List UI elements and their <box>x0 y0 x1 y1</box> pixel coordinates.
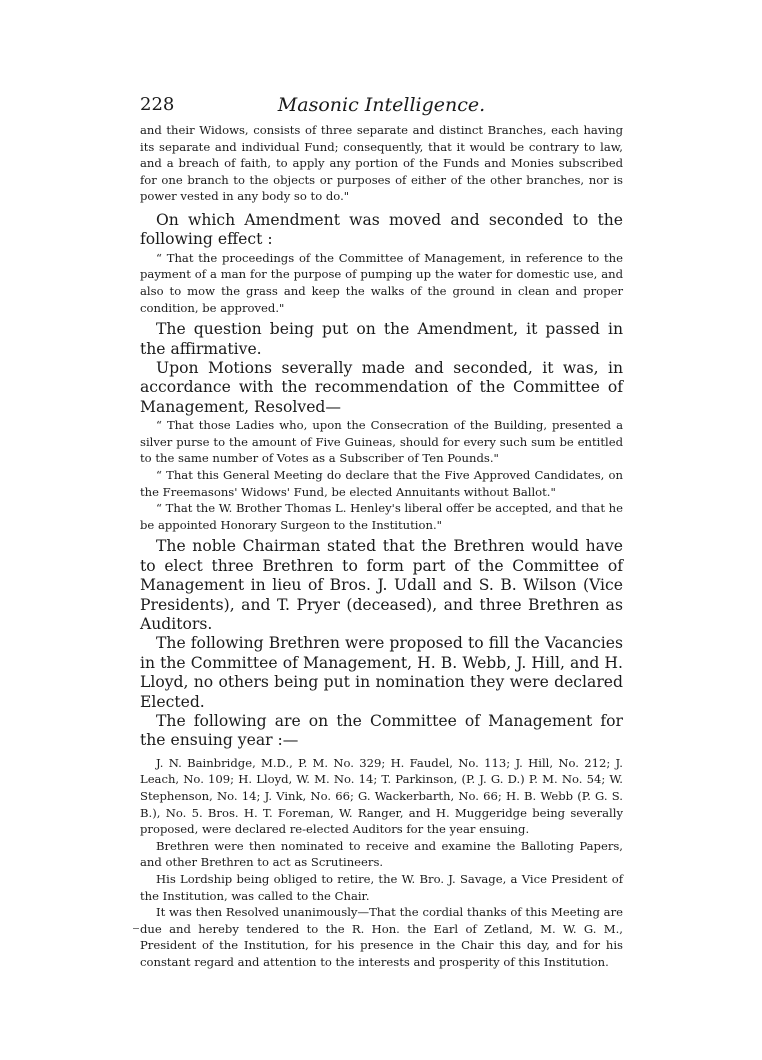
page-number: 228 <box>140 94 175 115</box>
paragraph-lordship-retire: His Lordship being obliged to retire, the W. Bro. J. Savage, a Vice President of the Institution, was called to the Chair. <box>140 871 623 903</box>
paragraph-committee-heading: The following are on the Committee of Management for the ensuing year :— <box>140 712 623 750</box>
paragraph-scrutineers: Brethren were then nominated to receive and examine the Balloting Papers, and other Brethren to act as Scrutineers. <box>140 838 623 870</box>
paragraph-chairman-stated: The noble Chairman stated that the Brethren would have to elect three Brethren to form part of the Committee of Management in lieu of Bros. J. Udall and S. B. Wilson (Vice Presidents), and T. Pryer (deceased), and three Brethren as Auditors. <box>140 537 623 633</box>
page <box>140 94 623 971</box>
paragraph-committee-list: J. N. Bainbridge, M.D., P. M. No. 329; H. Faudel, No. 113; J. Hill, No. 212; J. Leach, No. 109; H. Lloyd, W. M. No. 14; T. Parkinson, (P. J. G. D.) P. M. No. 54; W. Stephenson, No. 14; J. Vink, No. 66; G. Wackerbarth, No. 66; H. B. Webb (P. G. S. B.), No. 5. Bros. H. T. Foreman, W. Ranger, and H. Muggeridge being severally proposed, were declared re-elected Auditors for the year ensuing. <box>140 755 623 837</box>
paragraph-question-put: The question being put on the Amendment, it passed in the affirmative. <box>140 320 623 358</box>
paragraph-amendment-text: “ That the proceedings of the Committee of Management, in reference to the payment of a man for the purpose of pumping up the water for domestic use, and also to mow the grass and keep the walks of the ground in clean and proper condition, be approved." <box>140 250 623 315</box>
paragraph-amendment-moved: On which Amendment was moved and seconded to the following effect : <box>140 210 623 249</box>
paragraph-resolution-surgeon: “ That the W. Brother Thomas L. Henley's liberal offer be accepted, and that he be appointed Honorary Surgeon to the Institution." <box>140 501 623 532</box>
paragraph-widows-branches: and their Widows, consists of three separate and distinct Branches, each having its separate and individual Fund; consequently, that it would be contrary to law, and a breach of faith, to apply any portion of the Funds and Monies subscribed for one branch to the objects or purposes of either of the other branches, nor is power vested in any body so to do." <box>140 123 623 204</box>
paragraph-upon-motions: Upon Motions severally made and seconded, it was, in accordance with the recommendation of the Committee of Management, Resolved— <box>140 358 623 416</box>
running-title: Masonic Intelligence. <box>277 94 486 116</box>
paragraph-thanks-resolved: It was then Resolved unanimously—That the cordial thanks of this Meeting are due and hereby tendered to the R. Hon. the Earl of Zetland, M. W. G. M., President of the Institution, for his presence in the Chair this day, and for his constant regard and attention to the interests and prosperity of this Institution. <box>140 905 623 969</box>
margin-mark <box>133 928 139 929</box>
paragraph-resolution-ladies: “ That those Ladies who, upon the Consecration of the Building, presented a silver purse to the amount of Five Guineas, should for every such sum be entitled to the same number of Votes as a Subscriber of Ten Pounds." <box>140 418 623 466</box>
page-header <box>140 94 623 122</box>
paragraph-vacancies-filled: The following Brethren were proposed to fill the Vacancies in the Committee of Management, H. B. Webb, J. Hill, and H. Lloyd, no others being put in nomination they were declared Elected. <box>140 634 623 711</box>
paragraph-resolution-annuitants: “ That this General Meeting do declare that the Five Approved Candidates, on the Freemasons' Widows' Fund, be elected Annuitants without Ballot." <box>140 467 623 499</box>
